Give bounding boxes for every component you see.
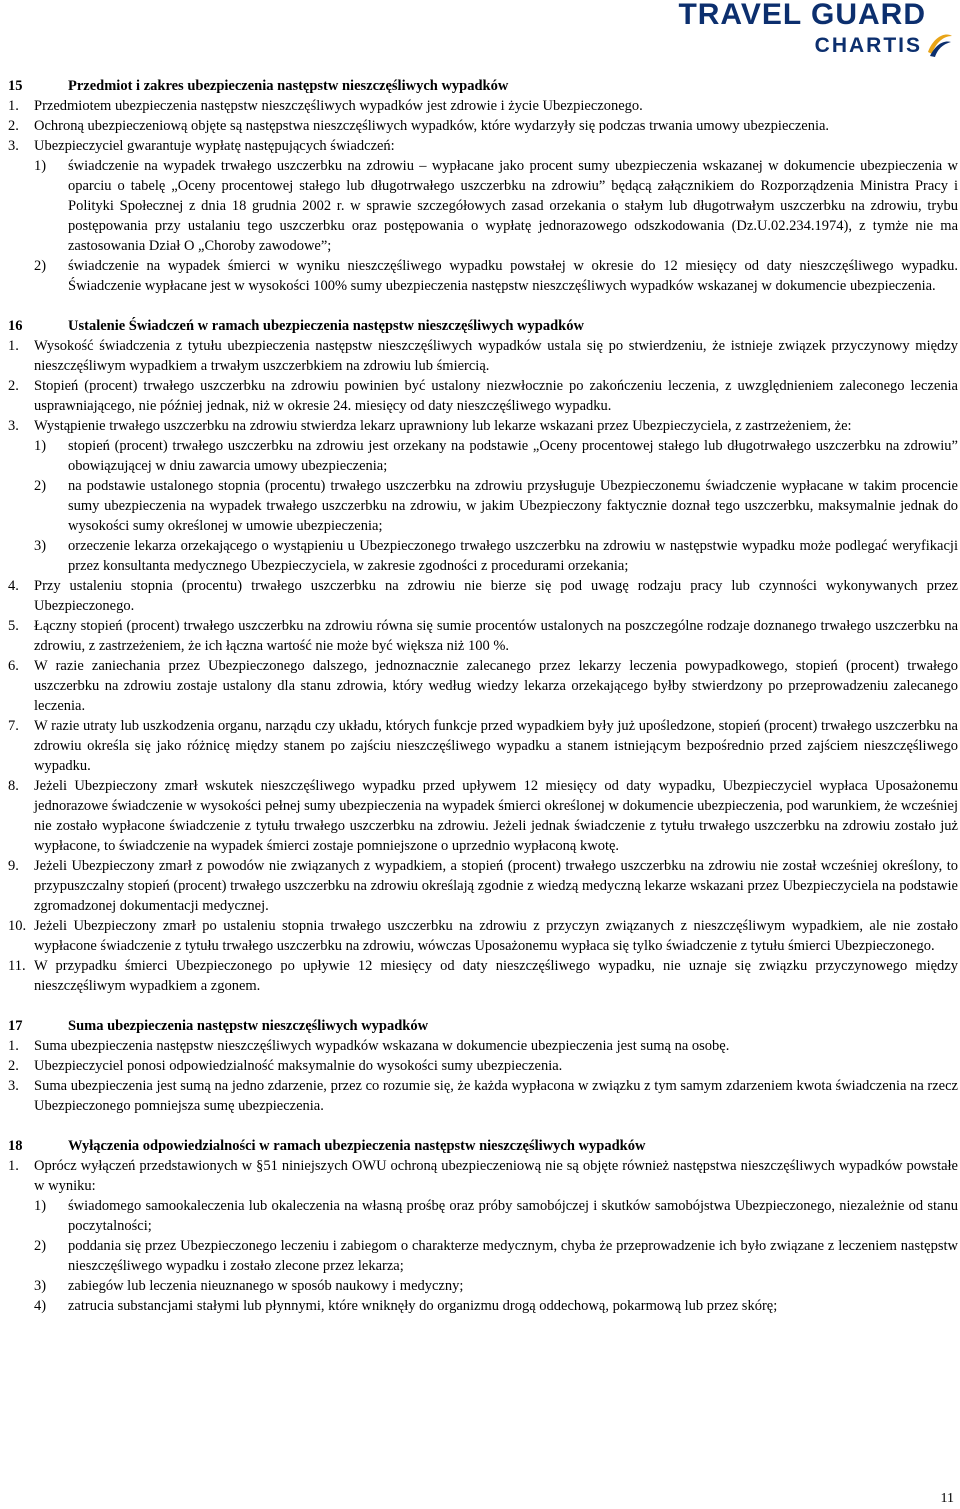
sub-paragraph-text: poddania się przez Ubezpieczonego leczeniu i zabiegom o charakterze medycznym, chyba że przeprowadzenie ich było związane z leczeniem następstw nieszczęśliwego wypadku i zostało zlecone przez lekarza; [68,1238,958,1274]
section-number: 17 [8,1018,23,1034]
sub-paragraph-text: świadczenie na wypadek śmierci w wyniku nieszczęśliwego wypadku powstałej w okresie do 12 miesięcy od daty nieszczęśliwego wypadku. Świadczenie wypłacane jest w wysokości 100% sumy ubezpieczenia następstw nieszczęśliwych wypadków wskazanej w dokumencie ubezpieczenia. [68,258,958,294]
section-number: 16 [8,318,23,334]
paragraph-text: Wysokość świadczenia z tytułu ubezpieczenia następstw nieszczęśliwych wypadków ustala się po stwierdzeniu, że istnieje związek przyczynowy między nieszczęśliwym wypadkiem a trwałym uszczerbkiem na zdrowiu lub śmiercią. [34,338,958,374]
sub-paragraph [8,476,958,536]
section-heading [8,1136,958,1156]
paragraph-number: 6. [8,658,19,674]
section-gap [8,1116,958,1136]
paragraph-number: 8. [8,778,19,794]
sub-paragraph-text: świadczenie na wypadek trwałego uszczerbku na zdrowiu – wypłacane jako procent sumy ubezpieczenia wskazanej w dokumencie ubezpieczenia w oparciu o tabelę „Oceny procentowej stałego lub długotrwałego uszczerbku na zdrowiu” będącą załącznikiem do Rozporządzenia Ministra Pracy i Polityki Społecznej z dnia 18 grudnia 2002 r. w sprawie szczegółowych zasad orzekania o stałym lub długotrwałym uszczerbku na zdrowiu, trybu postępowania przy ustalaniu tego uszczerbku oraz postępowania o wypłatę jednorazowego odszkodowania (Dz.U.02.234.1974), z tymże nie ma zastosowania Dział O „Choroby zawodowe”; [68,158,958,254]
sub-paragraph-text: świadomego samookaleczenia lub okaleczenia na własną prośbę oraz próby samobójczej i skutków samobójstwa Ubezpieczonego, niezależnie od stanu poczytalności; [68,1198,958,1234]
paragraph-text: Suma ubezpieczenia następstw nieszczęśliwych wypadków wskazana w dokumencie ubezpieczenia jest sumą na osobę. [34,1038,730,1054]
logo-swoosh-icon [924,30,954,58]
sub-paragraph-text: zabiegów lub leczenia nieuznanego w sposób naukowy i medyczny; [68,1278,464,1294]
sub-paragraph [8,1236,958,1276]
numbered-paragraph [8,716,958,776]
paragraph-number: 3. [8,1078,19,1094]
sub-paragraph [8,1296,958,1316]
paragraph-number: 9. [8,858,19,874]
paragraph-number: 3. [8,138,19,154]
numbered-paragraph [8,776,958,856]
paragraph-number: 2. [8,378,19,394]
section-gap [8,996,958,1016]
sub-paragraph [8,1196,958,1236]
section-title: Przedmiot i zakres ubezpieczenia następstw nieszczęśliwych wypadków [68,78,509,94]
sub-paragraph [8,256,958,296]
paragraph-number: 7. [8,718,19,734]
paragraph-number: 11. [8,958,26,974]
sub-paragraph [8,156,958,256]
sub-paragraph-number: 4) [34,1298,47,1314]
paragraph-number: 1. [8,1038,19,1054]
sub-paragraph-number: 3) [34,1278,47,1294]
paragraph-text: Jeżeli Ubezpieczony zmarł po ustaleniu stopnia trwałego uszczerbku na zdrowiu z przyczyn związanych z nieszczęśliwym wypadkiem, ale nie zostało wypłacone świadczenie z tytułu trwałego uszczerbku na zdrowiu, wówczas Uposażonemu wypłaca się tylko świadczenie z tytułu śmierci Ubezpieczonego. [34,918,958,954]
logo-subtext: CHARTIS [814,34,922,57]
paragraph-number: 5. [8,618,19,634]
sub-paragraph-text: zatrucia substancjami stałymi lub płynnymi, które wniknęły do organizmu drogą oddechową, pokarmową lub przez skórę; [68,1298,778,1314]
numbered-paragraph [8,856,958,916]
paragraph-text: W przypadku śmierci Ubezpieczonego po upływie 12 miesięcy od daty nieszczęśliwego wypadku, nie uznaje się związku przyczynowego między nieszczęśliwym wypadkiem a zgonem. [34,958,958,994]
section-gap [8,296,958,316]
numbered-paragraph [8,1036,958,1056]
section-heading [8,76,958,96]
paragraph-text: Oprócz wyłączeń przedstawionych w §51 niniejszych OWU ochroną ubezpieczeniową nie są objęte również następstwa nieszczęśliwych wypadków powstałe w wyniku: [34,1158,958,1194]
paragraph-text: Ochroną ubezpieczeniową objęte są następstwa nieszczęśliwych wypadków, które wydarzyły się podczas trwania umowy ubezpieczenia. [34,118,830,134]
paragraph-number: 1. [8,1158,19,1174]
numbered-paragraph [8,376,958,416]
sub-paragraph-text: orzeczenie lekarza orzekającego o wystąpieniu u Ubezpieczonego trwałego uszczerbku na zdrowiu w następstwie wypadku może podlegać weryfikacji przez konsultanta medycznego Ubezpieczyciela, w zakresie zgodności z procedurami orzekania; [68,538,958,574]
paragraph-text: Ubezpieczyciel gwarantuje wypłatę następujących świadczeń: [34,138,395,154]
numbered-paragraph [8,116,958,136]
sub-paragraph-number: 1) [34,158,47,174]
sub-paragraph-number: 1) [34,438,47,454]
paragraph-number: 1. [8,338,19,354]
sub-paragraph [8,436,958,476]
section-heading [8,316,958,336]
numbered-paragraph [8,136,958,156]
paragraph-text: Wystąpienie trwałego uszczerbku na zdrowiu stwierdza lekarz uprawniony lub lekarze wskazani przez Ubezpieczyciela, z zastrzeżeniem, że: [34,418,852,434]
sub-paragraph-number: 1) [34,1198,47,1214]
sub-paragraph-number: 2) [34,258,47,274]
paragraph-text: Jeżeli Ubezpieczony zmarł wskutek nieszczęśliwego wypadku przed upływem 12 miesięcy od daty wypadku, Ubezpieczyciel wypłaca Uposażonemu jednorazowe świadczenie w wysokości pełnej sumy ubezpieczenia na wypadek śmierci określonej w dokumencie ubezpieczenia, pod warunkiem, że wcześniej nie zostało wypłacone świadczenie z tytułu trwałego uszczerbku na zdrowiu. Jeżeli jednak świadczenie z tytułu trwałego uszczerbku na zdrowiu zostało już wypłacone, to świadczenie na wypadek śmierci zostaje pomniejszone o uprzednio wypłaconą kwotę. [34,778,959,854]
section-number: 18 [8,1138,23,1154]
section-title: Suma ubezpieczenia następstw nieszczęśliwych wypadków [68,1018,429,1034]
header [640,0,960,64]
sub-paragraph-text: na podstawie ustalonego stopnia (procentu) trwałego uszczerbku na zdrowiu przysługuje Ubezpieczonemu świadczenie wypłacane w takim procencie sumy ubezpieczenia na wypadek trwałego uszczerbku na zdrowiu, w jakim Ubezpieczony faktycznie doznał tego uszczerbku, maksymalnie jednak do wysokości sumy określonej w umowie ubezpieczenia; [68,478,958,534]
paragraph-text: Łączny stopień (procent) trwałego uszczerbku na zdrowiu równa się sumie procentów ustalonych na poszczególne rodzaje doznanego trwałego uszczerbku na zdrowiu, z zastrzeżeniem, że ich łączna wartość nie może być większa niż 100 %. [34,618,958,654]
sub-paragraph [8,1276,958,1296]
logo-text: TRAVEL GUARD [678,0,926,31]
paragraph-text: Ubezpieczyciel ponosi odpowiedzialność maksymalnie do wysokości sumy ubezpieczenia. [34,1058,563,1074]
paragraph-number: 10. [8,918,27,934]
numbered-paragraph [8,1076,958,1116]
section-title: Wyłączenia odpowiedzialności w ramach ubezpieczenia następstw nieszczęśliwych wypadków [68,1138,646,1154]
sub-paragraph-number: 3) [34,538,47,554]
paragraph-number: 3. [8,418,19,434]
paragraph-text: Stopień (procent) trwałego uszczerbku na zdrowiu powinien być ustalony niezwłocznie po zakończeniu leczenia, z uwzględnieniem zaleconego leczenia usprawniającego, nie później jednak, niż w okresie 24. miesięcy od daty nieszczęśliwego wypadku. [34,378,958,414]
numbered-paragraph [8,336,958,376]
paragraph-text: Przedmiotem ubezpieczenia następstw nieszczęśliwych wypadków jest zdrowie i życie Ubezpieczonego. [34,98,643,114]
paragraph-number: 4. [8,578,19,594]
numbered-paragraph [8,576,958,616]
sub-paragraph-text: stopień (procent) trwałego uszczerbku na zdrowiu jest orzekany na podstawie „Oceny procentowej stałego lub długotrwałego uszczerbku na zdrowiu” obowiązującej w dniu zawarcia umowy ubezpieczenia; [68,438,958,474]
paragraph-number: 1. [8,98,19,114]
numbered-paragraph [8,1056,958,1076]
numbered-paragraph [8,956,958,996]
section-number: 15 [8,78,23,94]
sub-paragraph [8,536,958,576]
paragraph-text: W razie zaniechania przez Ubezpieczonego dalszego, jednoznacznie zalecanego przez lekarzy leczenia powypadkowego, stopień (procent) trwałego uszczerbku na zdrowiu zostaje ustalony dla stanu zdrowia, który według wiedzy lekarza orzekającego byłby stwierdzony po przeprowadzeniu zalecanego leczenia. [34,658,958,714]
numbered-paragraph [8,1156,958,1196]
numbered-paragraph [8,616,958,656]
section-heading [8,1016,958,1036]
numbered-paragraph [8,96,958,116]
paragraph-text: Przy ustaleniu stopnia (procentu) trwałego uszczerbku na zdrowiu nie bierze się pod uwagę rodzaju pracy lub czynności wykonywanych przez Ubezpieczonego. [34,578,958,614]
paragraph-text: W razie utraty lub uszkodzenia organu, narządu czy układu, których funkcje przed wypadkiem były już upośledzone, stopień (procent) trwałego uszczerbku na zdrowiu określa się jako różnicę między stanem po zajściu nieszczęśliwego wypadku a stanem istniejącym bezpośrednio przed zajściem nieszczęśliwego wypadku. [34,718,958,774]
sub-paragraph-number: 2) [34,478,47,494]
page-number: 11 [940,1491,954,1506]
sub-paragraph-number: 2) [34,1238,47,1254]
paragraph-number: 2. [8,118,19,134]
numbered-paragraph [8,416,958,436]
numbered-paragraph [8,916,958,956]
numbered-paragraph [8,656,958,716]
document-body [8,76,958,1316]
section-title: Ustalenie Świadczeń w ramach ubezpieczenia następstw nieszczęśliwych wypadków [68,318,584,334]
paragraph-text: Suma ubezpieczenia jest sumą na jedno zdarzenie, przez co rozumie się, że każda wypłacona w związku z tym samym zdarzeniem kwota świadczenia na rzecz Ubezpieczonego pomniejsza sumę ubezpieczenia. [34,1078,958,1114]
paragraph-text: Jeżeli Ubezpieczony zmarł z powodów nie związanych z wypadkiem, a stopień (procent) trwałego uszczerbku na zdrowiu nie został wcześniej określony, to przypuszczalny stopień (procent) trwałego uszczerbku na zdrowiu określają zgodnie z wiedzą medyczną lekarze wskazani przez Ubezpieczyciela na podstawie zgromadzonej dokumentacji medycznej. [34,858,958,914]
paragraph-number: 2. [8,1058,19,1074]
